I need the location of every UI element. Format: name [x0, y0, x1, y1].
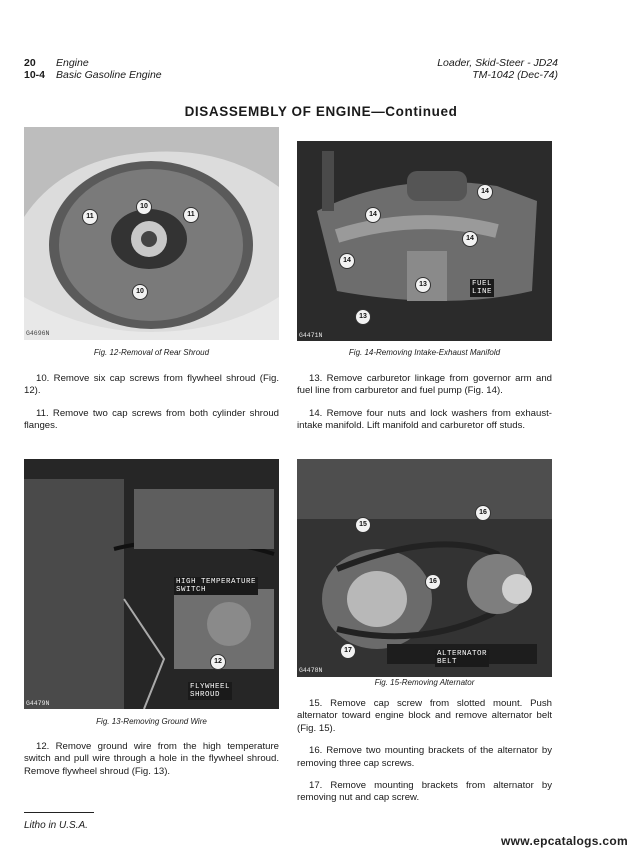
step-16: 16. Remove two mounting brackets of the alternator by removing three cap screws. — [297, 745, 552, 769]
callout-14-a: 14 — [477, 184, 493, 200]
left-column-lower — [24, 741, 279, 788]
right-column-upper — [297, 373, 552, 443]
figure-code: G4478N — [299, 667, 323, 674]
watermark: www.epcatalogs.com — [501, 834, 628, 848]
step-11: 11. Remove two cap screws from both cylinder shroud flanges. — [24, 407, 279, 432]
callout-11-left: 11 — [82, 209, 98, 225]
figure-12-caption: Fig. 12-Removal of Rear Shroud — [93, 348, 210, 357]
figure-13-photo — [24, 459, 279, 709]
callout-13-b: 13 — [355, 309, 371, 325]
callout-14-d: 14 — [339, 253, 355, 269]
callout-13-a: 13 — [415, 277, 431, 293]
fuel-line-label: FUEL LINE — [472, 280, 493, 296]
callout-12: 12 — [210, 654, 226, 670]
page-title: DISASSEMBLY OF ENGINE—Continued — [184, 104, 458, 119]
flywheel-shroud-label: FLYWHEEL SHROUD — [190, 683, 231, 699]
step-17: 17. Remove mounting brackets from alternator by removing nut and cap screw. — [297, 780, 552, 804]
page-number: 20 — [24, 57, 36, 69]
callout-10-bottom: 10 — [132, 284, 148, 300]
figure-14-photo — [297, 141, 552, 341]
step-13: 13. Remove carburetor linkage from governor arm and fuel line from carburetor and fuel pump (Fig. 14). — [297, 373, 552, 397]
litho-text: Litho in U.S.A. — [24, 820, 88, 831]
right-column-lower — [297, 698, 552, 815]
manual-number: TM-1042 (Dec-74) — [472, 69, 558, 81]
step-15: 15. Remove cap screw from slotted mount. Push alternator toward engine block and remove alternator belt (Fig. 15). — [297, 698, 552, 734]
figure-14-caption: Fig. 14-Removing Intake-Exhaust Manifold — [348, 348, 501, 357]
figure-15-caption: Fig. 15-Removing Alternator — [374, 678, 475, 687]
figure-code: G4479N — [26, 700, 50, 707]
figure-code: G4696N — [26, 330, 50, 337]
callout-11-right: 11 — [183, 207, 199, 223]
callout-16-a: 16 — [475, 505, 491, 521]
section-title: Basic Gasoline Engine — [56, 69, 162, 81]
callout-15: 15 — [355, 517, 371, 533]
callout-14-b: 14 — [365, 207, 381, 223]
machine-name: Loader, Skid-Steer - JD24 — [437, 57, 558, 69]
callout-14-c: 14 — [462, 231, 478, 247]
group-name: Engine — [56, 57, 89, 69]
callout-16-b: 16 — [425, 574, 441, 590]
alternator-belt-label: ALTERNATOR BELT — [437, 650, 488, 666]
figure-13-caption: Fig. 13-Removing Ground Wire — [96, 717, 207, 726]
section-number: 10-4 — [24, 69, 46, 81]
step-12: 12. Remove ground wire from the high temperature switch and pull wire through a hole in the flywheel shroud. Remove flywheel shroud (Fig. 13). — [24, 741, 279, 777]
callout-10-top: 10 — [136, 199, 152, 215]
step-14: 14. Remove four nuts and lock washers from exhaust-intake manifold. Lift manifold and carburetor off studs. — [297, 407, 552, 432]
figure-12-photo — [24, 127, 279, 340]
callout-17: 17 — [340, 643, 356, 659]
figure-15-photo — [297, 459, 552, 677]
step-10: 10. Remove six cap screws from flywheel shroud (Fig. 12). — [24, 373, 279, 397]
figure-code: G4471N — [299, 332, 323, 339]
left-column-upper — [24, 373, 279, 443]
footer-rule — [24, 812, 94, 813]
high-temp-switch-label: HIGH TEMPERATURE SWITCH — [176, 578, 257, 594]
